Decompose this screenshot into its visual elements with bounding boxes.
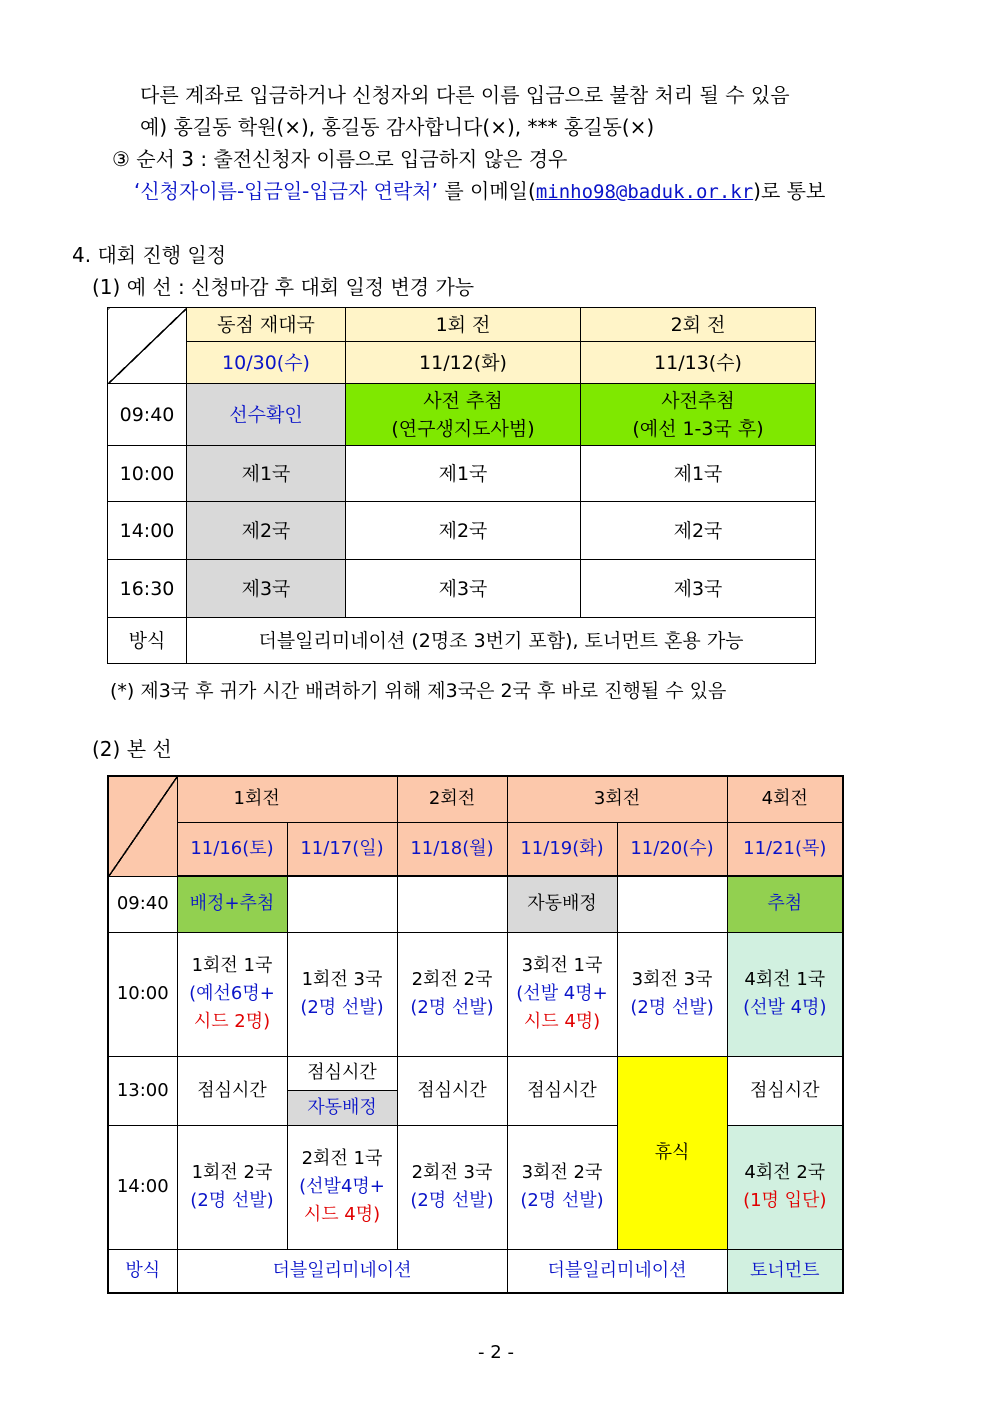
- game-note: (2명 선발): [410, 997, 494, 1018]
- main-schedule-table: [107, 775, 844, 1294]
- game-label: 1회전 2국: [191, 1162, 273, 1183]
- empty-cell: [397, 876, 507, 932]
- empty-cell: [617, 876, 727, 932]
- main-title: (2) 본 선: [92, 737, 172, 761]
- game-note: (예선6명+: [189, 983, 275, 1004]
- time-cell: 10:00: [108, 446, 187, 502]
- game-cell: 제3국: [187, 560, 346, 618]
- draw-label: 사전추첨: [661, 389, 735, 412]
- header-round-1: [177, 776, 397, 822]
- game-cell: [177, 932, 287, 1056]
- time-cell: 14:00: [108, 1125, 177, 1249]
- game-label: 1회전 3국: [301, 969, 383, 990]
- draw-cell: 추첨: [727, 876, 843, 932]
- lunch-cell: 점심시간: [507, 1056, 617, 1125]
- method-value: 토너먼트: [727, 1249, 843, 1293]
- empty-cell: [287, 876, 397, 932]
- game-note: (2명 선발): [520, 1190, 604, 1211]
- method-value: 더블일리미네이션: [177, 1249, 507, 1293]
- date-cell: 11/20(수): [617, 822, 727, 876]
- lunch-label: 점심시간: [307, 1062, 377, 1084]
- game-cell: [727, 1125, 843, 1249]
- draw-cell-2: [581, 384, 816, 446]
- email-prefix: 를 이메일(: [438, 179, 536, 203]
- player-check-cell: 선수확인: [187, 384, 346, 446]
- method-label: 방식: [108, 1249, 177, 1293]
- game-label: 4회전 2국: [744, 1162, 826, 1183]
- game-label: 4회전 1국: [744, 969, 826, 990]
- game-label: 1회전 1국: [191, 955, 273, 976]
- prelim-title: (1) 예 선 : 신청마감 후 대회 일정 변경 가능: [92, 275, 475, 299]
- game-cell: [617, 932, 727, 1056]
- corner-cell: [108, 308, 187, 384]
- auto-assign-label: 자동배정: [288, 1090, 397, 1125]
- page-number: - 2 -: [478, 1342, 514, 1363]
- game-label: 2회전 1국: [301, 1148, 383, 1169]
- game-cell: [507, 1125, 617, 1249]
- schedule-note: (*) 제3국 후 귀가 시간 배려하기 위해 제3국은 2국 후 바로 진행될 수 있음: [110, 680, 727, 702]
- game-cell: [177, 1125, 287, 1249]
- lunch-cell: 점심시간: [727, 1056, 843, 1125]
- date-cell: 11/16(토): [177, 822, 287, 876]
- date-tiebreak: 10/30(수): [187, 342, 346, 384]
- template-text: ‘신청자이름-입금일-입금자 연락처’: [134, 179, 438, 203]
- draw-cell-1: [346, 384, 581, 446]
- game-cell: 제1국: [581, 446, 816, 502]
- game-note: (2명 선발): [410, 1190, 494, 1211]
- time-cell: 14:00: [108, 502, 187, 560]
- game-label: 3회전 1국: [521, 955, 603, 976]
- game-cell: [727, 932, 843, 1056]
- game-note: (2명 선발): [300, 997, 384, 1018]
- game-note: (선발4명+: [299, 1176, 385, 1197]
- intro-line-1: 다른 계좌로 입금하거나 신청자외 다른 이름 입금으로 불참 처리 될 수 있음: [140, 83, 790, 107]
- game-note: (2명 선발): [630, 997, 714, 1018]
- intro-line-2: 예) 홍길동 학원(×), 홍길동 감사합니다(×), *** 홍길동(×): [140, 115, 655, 139]
- time-cell: 09:40: [108, 384, 187, 446]
- lunch-cell: 점심시간: [177, 1056, 287, 1125]
- game-cell: [397, 1125, 507, 1249]
- intro-line-4: [134, 176, 825, 207]
- game-note: 시드 4명): [303, 1204, 381, 1225]
- split-container: [288, 1057, 397, 1125]
- rest-cell: 휴식: [617, 1056, 727, 1249]
- lunch-split-cell: [287, 1056, 397, 1125]
- game-cell: [507, 932, 617, 1056]
- draw-label: 사전 추첨: [423, 389, 503, 412]
- email-suffix: )로 통보: [753, 179, 826, 203]
- game-cell: 제2국: [346, 502, 581, 560]
- date-round-2: 11/13(수): [581, 342, 816, 384]
- section-title: 4. 대회 진행 일정: [72, 243, 227, 267]
- game-cell: 제1국: [346, 446, 581, 502]
- game-cell: 제2국: [187, 502, 346, 560]
- header-round-4: 4회전: [727, 776, 843, 822]
- method-label: 방식: [108, 618, 187, 664]
- game-note: (선발 4명): [743, 997, 827, 1018]
- game-note: (2명 선발): [190, 1190, 274, 1211]
- draw-note: (연구생지도사범): [391, 417, 535, 440]
- game-note: (1명 입단): [743, 1190, 827, 1211]
- game-note: (선발 4명+: [516, 983, 608, 1004]
- game-cell: [287, 932, 397, 1056]
- game-cell: 제3국: [581, 560, 816, 618]
- game-note: 시드 2명): [193, 1011, 271, 1032]
- header-round-1: 1회 전: [346, 308, 581, 342]
- time-cell: 16:30: [108, 560, 187, 618]
- date-round-1: 11/12(화): [346, 342, 581, 384]
- date-cell: 11/19(화): [507, 822, 617, 876]
- header-round-2: 2회 전: [581, 308, 816, 342]
- date-cell: 11/21(목): [727, 822, 843, 876]
- intro-line-3: ③ 순서 3 : 출전신청자 이름으로 입금하지 않은 경우: [112, 147, 568, 171]
- game-cell: 제3국: [346, 560, 581, 618]
- game-label: 2회전 3국: [411, 1162, 493, 1183]
- game-note: 시드 4명): [523, 1011, 601, 1032]
- method-value: 더블일리미네이션: [507, 1249, 727, 1293]
- email-link[interactable]: minho98@baduk.or.kr: [535, 181, 754, 203]
- game-cell: [397, 932, 507, 1056]
- game-cell: 제1국: [187, 446, 346, 502]
- game-label: 3회전 3국: [631, 969, 713, 990]
- assign-draw-cell: 배정+추첨: [177, 876, 287, 932]
- auto-assign-cell: 자동배정: [507, 876, 617, 932]
- draw-note: (예선 1-3국 후): [632, 417, 764, 440]
- date-cell: 11/17(일): [287, 822, 397, 876]
- game-label: 2회전 2국: [411, 969, 493, 990]
- time-cell: 10:00: [108, 932, 177, 1056]
- prelim-schedule-table: [107, 307, 816, 664]
- corner-cell: [108, 776, 177, 876]
- game-cell: 제2국: [581, 502, 816, 560]
- header-round-2: 2회전: [397, 776, 507, 822]
- method-value: 더블일리미네이션 (2명조 3번기 포함), 토너먼트 혼용 가능: [187, 618, 816, 664]
- time-cell: 13:00: [108, 1056, 177, 1125]
- date-cell: 11/18(월): [397, 822, 507, 876]
- round-1-label: 1회전: [233, 788, 280, 810]
- game-cell: [287, 1125, 397, 1249]
- header-tiebreak: 동점 재대국: [187, 308, 346, 342]
- time-cell: 09:40: [108, 876, 177, 932]
- game-label: 3회전 2국: [521, 1162, 603, 1183]
- header-round-3: 3회전: [507, 776, 727, 822]
- lunch-cell: 점심시간: [397, 1056, 507, 1125]
